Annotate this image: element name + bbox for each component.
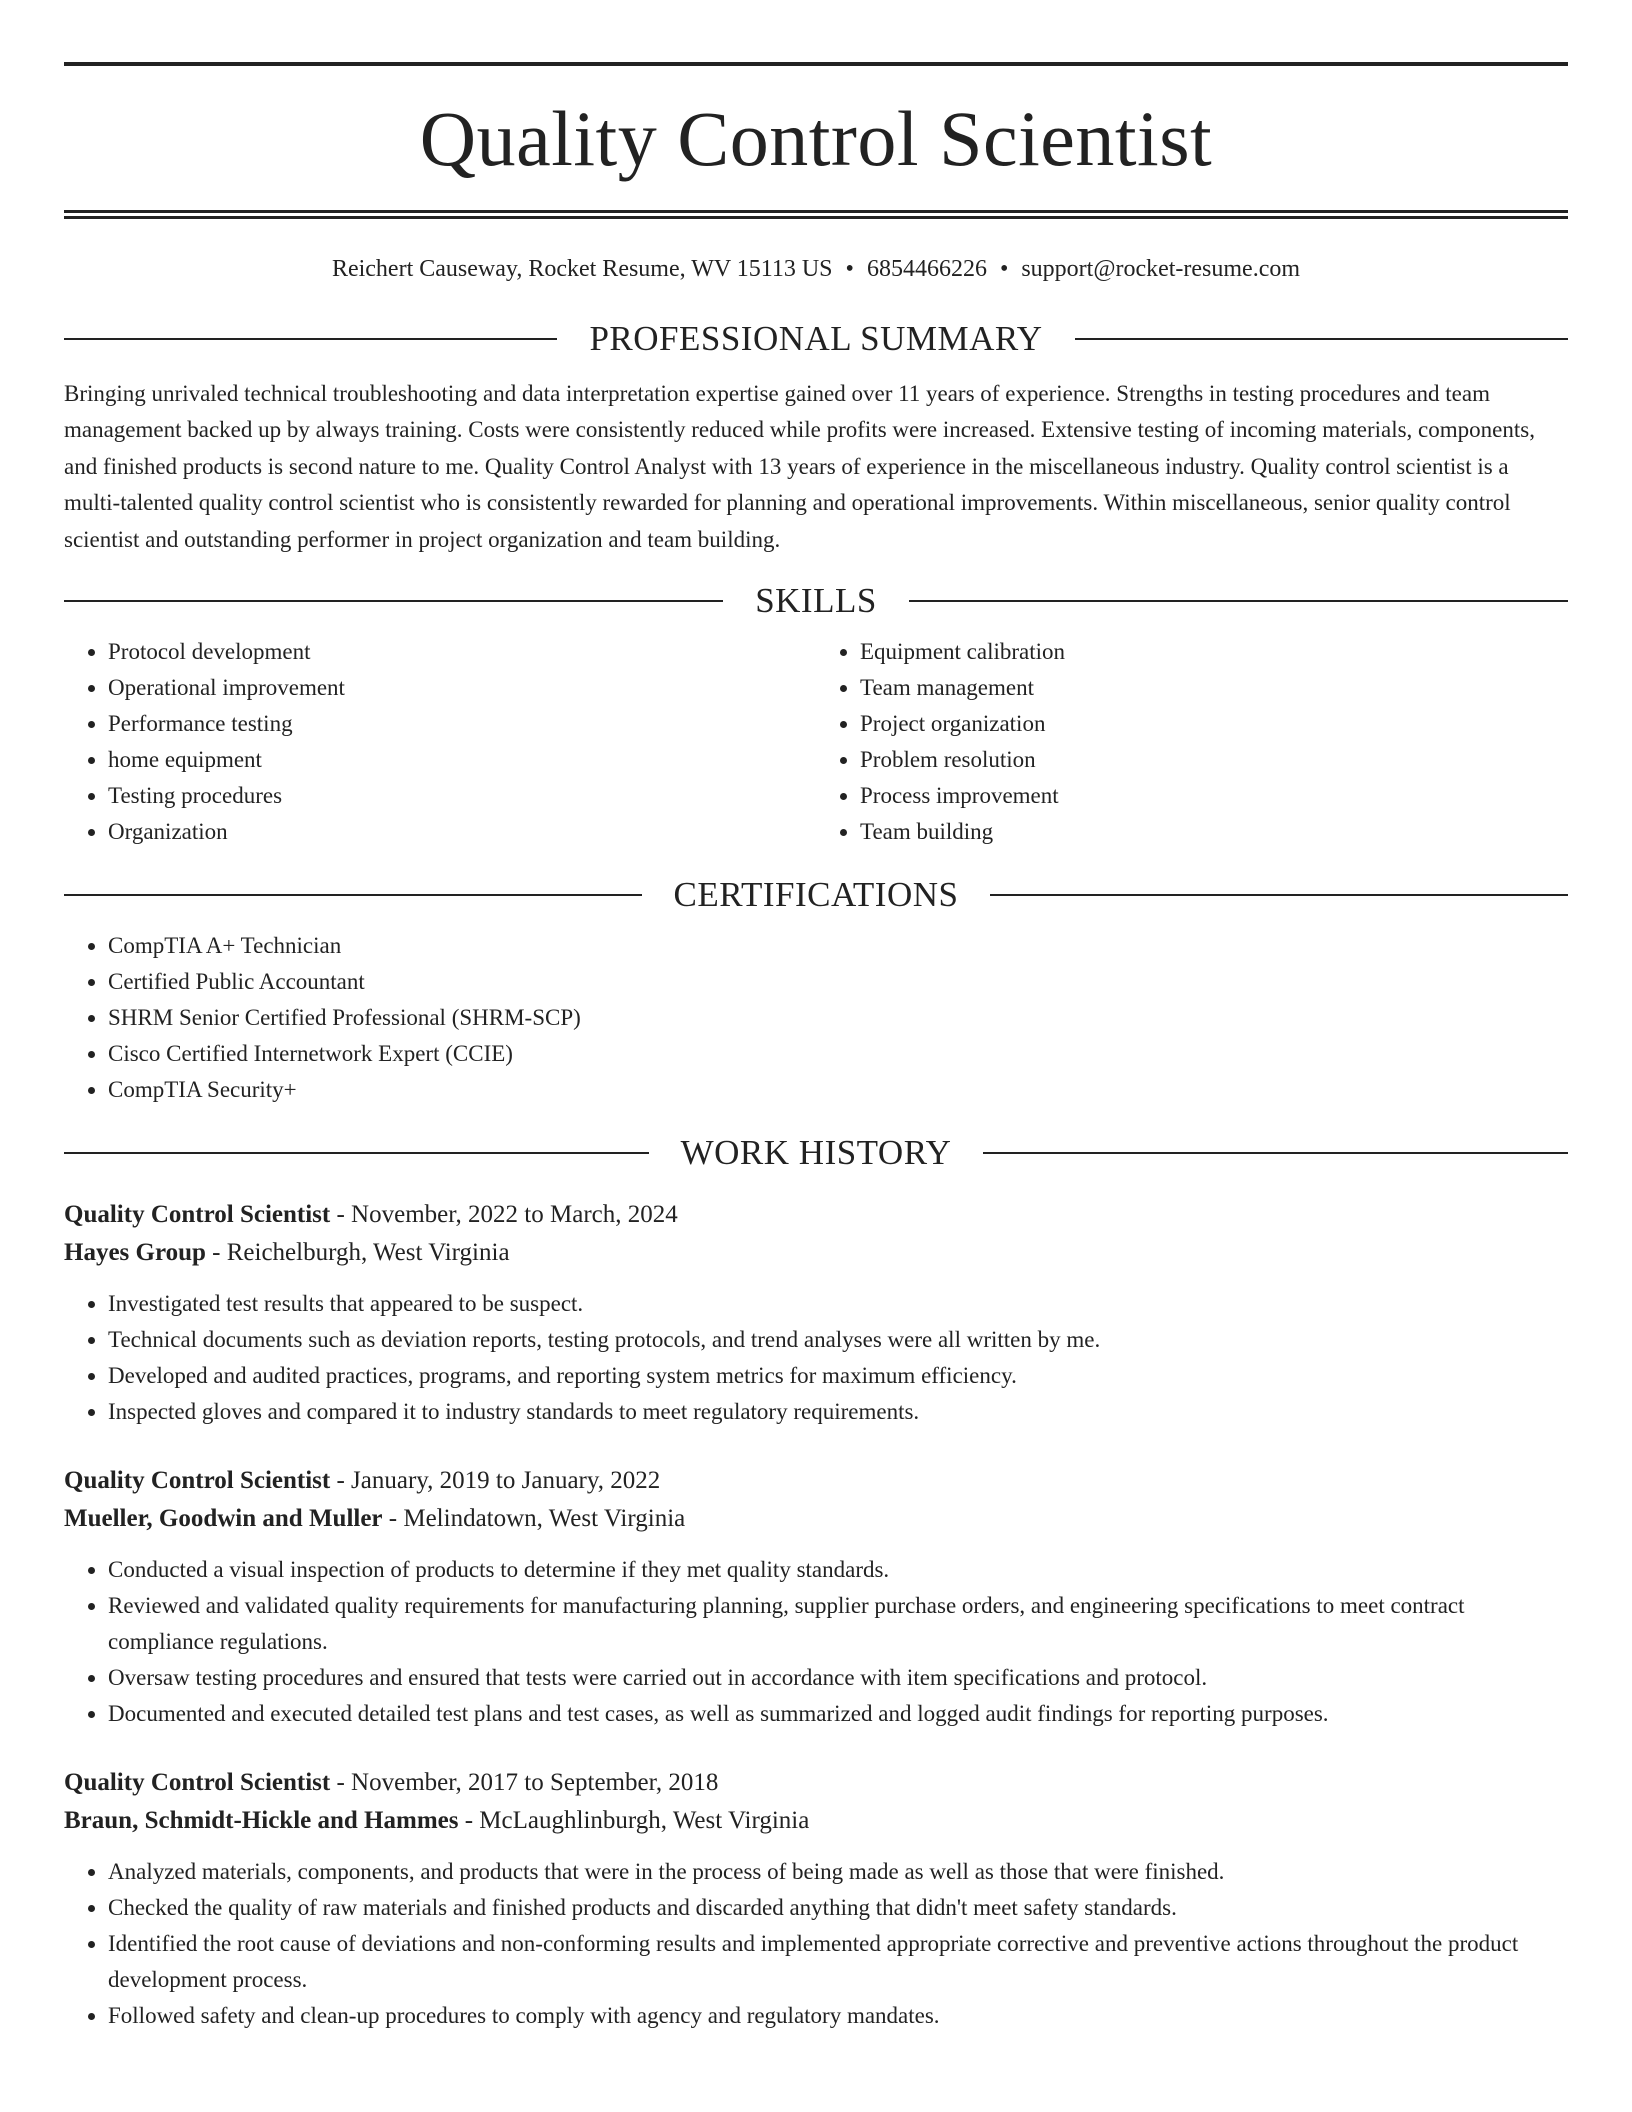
contact-separator: •	[845, 256, 854, 282]
contact-separator: •	[999, 256, 1009, 282]
job-bullet: • Investigated test results that appeared to be suspect.	[108, 1286, 1568, 1322]
job-dates: - November, 2022 to March, 2024	[330, 1201, 678, 1229]
job-bullet: • Technical documents such as deviation reports, testing protocols, and trend analyses were all written by me.	[108, 1322, 1568, 1358]
job-location: - Reichelburgh, West Virginia	[205, 1239, 510, 1267]
job-bullet: • Developed and audited practices, programs, and reporting system metrics for maximum efficiency.	[108, 1358, 1568, 1394]
top-rule	[64, 62, 1568, 66]
skills-column-left	[64, 634, 816, 850]
job-entry	[64, 1196, 1568, 1430]
contact-email[interactable]: support@rocket-resume.com	[1021, 256, 1301, 282]
job-bullets	[64, 1286, 1568, 1430]
job-bullets	[64, 1854, 1568, 2034]
heading-rule-right	[1075, 338, 1568, 340]
certifications-title: CERTIFICATIONS	[673, 875, 959, 915]
contact-phone: 6854466226	[866, 256, 987, 282]
work-history-list	[64, 1196, 1568, 2034]
skill-item: • Equipment calibration	[860, 634, 1568, 670]
skills-heading	[64, 580, 1568, 622]
certifications-list	[64, 928, 1568, 1108]
job-title: Quality Control Scientist	[64, 1769, 331, 1797]
skill-item: • Team management	[860, 670, 1568, 706]
heading-rule-left	[64, 338, 557, 340]
heading-rule-right	[909, 600, 1568, 602]
skill-item: • home equipment	[108, 742, 816, 778]
skill-item: • Problem resolution	[860, 742, 1568, 778]
job-bullet: • Followed safety and clean-up procedures to comply with agency and regulatory mandates.	[108, 1998, 1568, 2034]
job-entry	[64, 1462, 1568, 1732]
job-company-line	[64, 1234, 1568, 1272]
skill-item: • Testing procedures	[108, 778, 816, 814]
job-bullets	[64, 1552, 1568, 1732]
job-bullet: • Conducted a visual inspection of products to determine if they met quality standards.	[108, 1552, 1568, 1588]
job-company: Hayes Group	[64, 1239, 206, 1267]
certification-item: • Certified Public Accountant	[108, 964, 1568, 1000]
job-bullet: • Analyzed materials, components, and products that were in the process of being made as well as those that were finished.	[108, 1854, 1568, 1890]
job-title-line	[64, 1462, 1568, 1500]
skill-item: • Process improvement	[860, 778, 1568, 814]
job-title-line	[64, 1764, 1568, 1802]
skills-column-right	[816, 634, 1568, 850]
work-title: WORK HISTORY	[680, 1133, 952, 1173]
job-location: - Melindatown, West Virginia	[382, 1505, 686, 1533]
job-company: Braun, Schmidt-Hickle and Hammes	[64, 1807, 459, 1835]
heading-rule-left	[64, 1152, 649, 1154]
certifications-heading	[64, 874, 1568, 916]
certification-item: • Cisco Certified Internetwork Expert (CCIE)	[108, 1036, 1568, 1072]
title-double-rule	[64, 210, 1568, 219]
job-bullet: • Reviewed and validated quality requirements for manufacturing planning, supplier purchase orders, and engineering specifications to meet contract compliance regulations.	[108, 1588, 1568, 1660]
summary-text: Bringing unrivaled technical troubleshooting and data interpretation expertise gained over 11 years of experience. Strengths in testing procedures and team management backed up by always training. Costs were consistently reduced while profits were increased. Extensive testing of incoming materials, components, and finished products is second nature to me. Quality Control Analyst with 13 years of experience in the miscellaneous industry. Quality control scientist is a multi-talented quality control scientist who is consistently rewarded for planning and operational improvements. Within miscellaneous, senior quality control scientist and outstanding performer in project organization and team building.	[64, 380, 1535, 552]
skill-item: • Protocol development	[108, 634, 816, 670]
skill-item: • Team building	[860, 814, 1568, 850]
certification-item: • SHRM Senior Certified Professional (SHRM-SCP)	[108, 1000, 1568, 1036]
contact-line	[64, 255, 1568, 284]
job-entry	[64, 1764, 1568, 2034]
job-bullet: • Oversaw testing procedures and ensured that tests were carried out in accordance with item specifications and protocol.	[108, 1660, 1568, 1696]
skill-item: • Performance testing	[108, 706, 816, 742]
heading-rule-left	[64, 894, 642, 896]
job-bullet: • Documented and executed detailed test plans and test cases, as well as summarized and logged audit findings for reporting purposes.	[108, 1696, 1568, 1732]
job-title-line	[64, 1196, 1568, 1234]
skill-item: • Organization	[108, 814, 816, 850]
job-title: Quality Control Scientist	[64, 1201, 331, 1229]
job-location: - McLaughlinburgh, West Virginia	[458, 1807, 810, 1835]
skill-item: • Project organization	[860, 706, 1568, 742]
skills-list	[64, 634, 1568, 850]
job-title: Quality Control Scientist	[64, 1467, 331, 1495]
job-bullet: • Inspected gloves and compared it to industry standards to meet regulatory requirements.	[108, 1394, 1568, 1430]
resume-title: Quality Control Scientist	[419, 95, 1213, 182]
job-company: Mueller, Goodwin and Muller	[64, 1505, 383, 1533]
contact-address: Reichert Causeway, Rocket Resume, WV 15113 US	[331, 256, 833, 282]
work-heading	[64, 1132, 1568, 1174]
summary-title: PROFESSIONAL SUMMARY	[589, 318, 1043, 358]
heading-rule-left	[64, 600, 723, 602]
skill-item: • Operational improvement	[108, 670, 816, 706]
skills-title: SKILLS	[755, 581, 877, 621]
job-bullet: • Identified the root cause of deviations and non-conforming results and implemented appropriate corrective and preventive actions throughout the product development process.	[108, 1926, 1568, 1998]
job-company-line	[64, 1500, 1568, 1538]
certification-item: • CompTIA Security+	[108, 1072, 1568, 1108]
job-bullet: • Checked the quality of raw materials and finished products and discarded anything that didn't meet safety standards.	[108, 1890, 1568, 1926]
heading-rule-right	[983, 1152, 1568, 1154]
heading-rule-right	[990, 894, 1568, 896]
certification-item: • CompTIA A+ Technician	[108, 928, 1568, 964]
job-company-line	[64, 1802, 1568, 1840]
job-dates: - November, 2017 to September, 2018	[330, 1769, 719, 1797]
summary-heading	[64, 318, 1568, 360]
job-dates: - January, 2019 to January, 2022	[330, 1467, 661, 1495]
